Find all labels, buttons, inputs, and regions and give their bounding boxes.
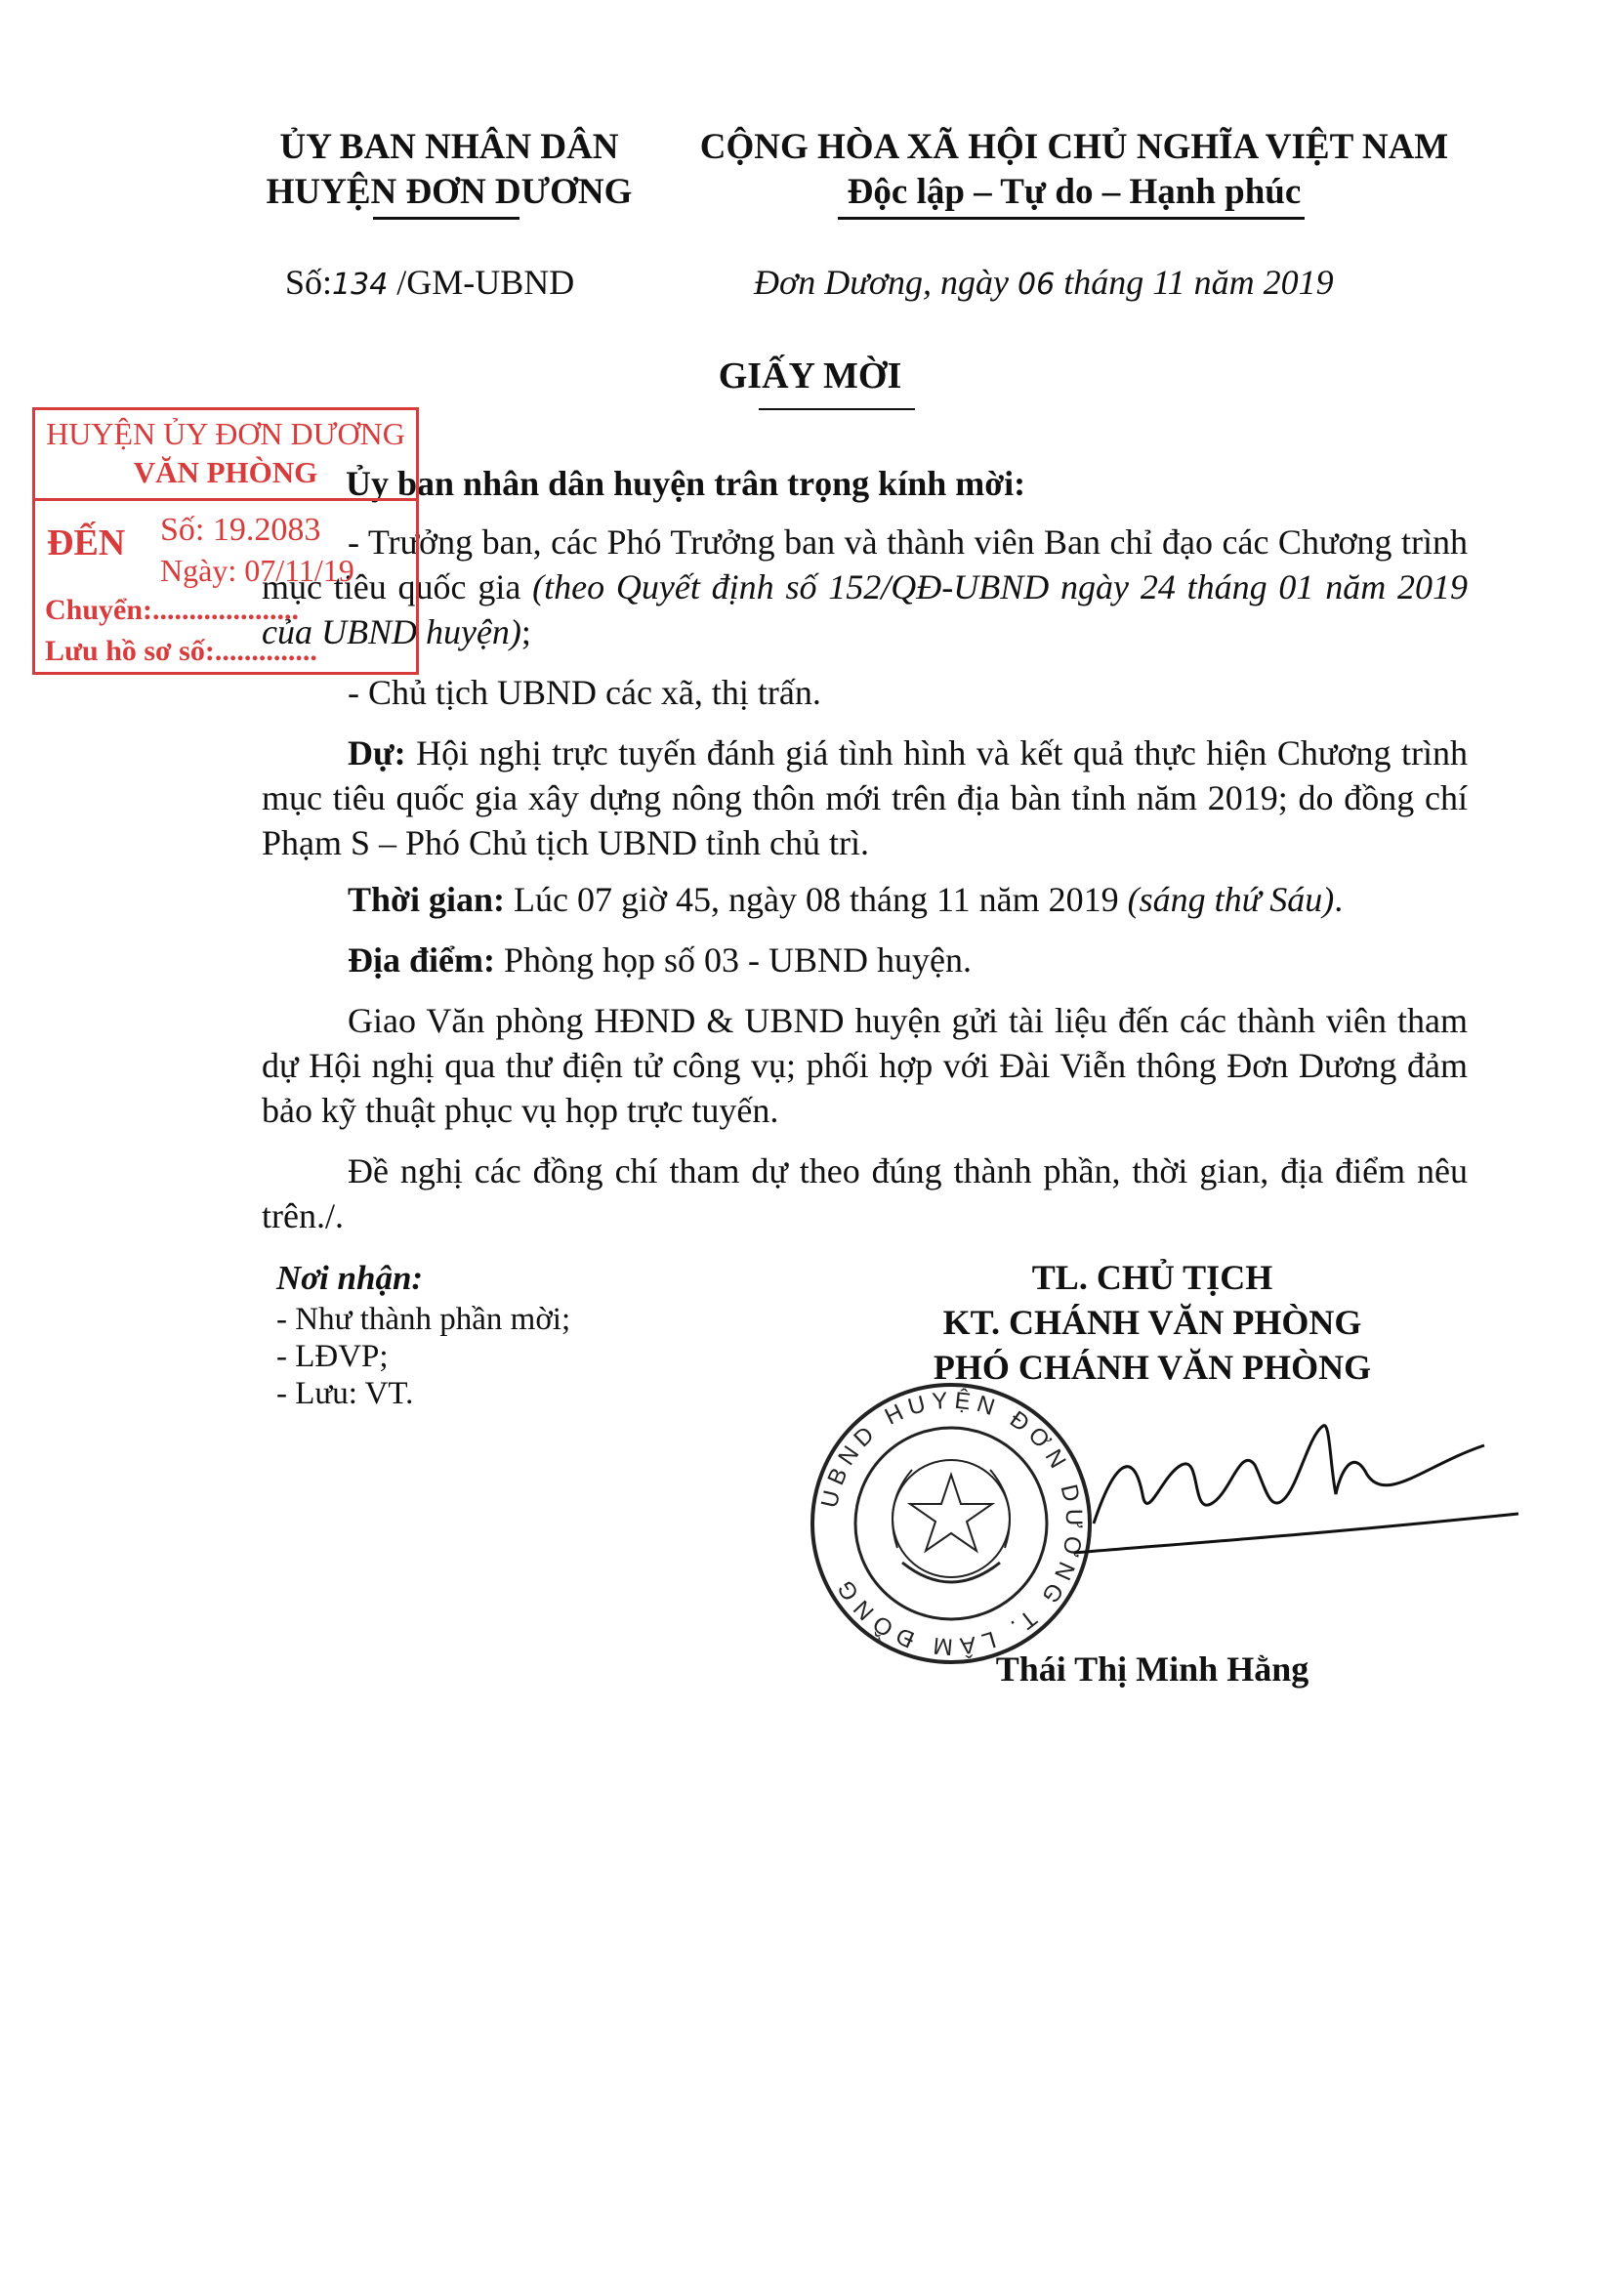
official-seal <box>805 1377 1098 1670</box>
invitee-1: - Trưởng ban, các Phó Trưởng ban và thành viên Ban chỉ đạo các Chương trình mục tiêu quốc gia (theo Quyết định số 152/QĐ-UBND ngày 24 tháng 01 năm 2019 của UBND huyện); <box>262 522 1469 651</box>
stamp-number: Số: 19.2083 <box>160 512 321 548</box>
signature-title-block <box>898 1255 1406 1390</box>
agency-header <box>244 125 654 215</box>
title-underline <box>759 408 915 410</box>
signer-name: Thái Thị Minh Hằng <box>995 1649 1309 1689</box>
agency-underline <box>373 217 519 220</box>
handwritten-day: 06 <box>1018 268 1056 302</box>
request-paragraph: Đề nghị các đồng chí tham dự theo đúng thành phần, thời gian, địa điểm nêu trên./. <box>262 1151 1468 1235</box>
document-title: GIẤY MỜI <box>718 355 902 397</box>
stamp-file: Lưu hồ sơ số:.............. <box>45 635 317 667</box>
invite-intro: Ủy ban nhân dân huyện trân trọng kính mời: <box>346 464 1026 503</box>
stamp-org: HUYỆN ỦY ĐƠN DƯƠNG <box>46 416 405 451</box>
attend-paragraph: Dự: Hội nghị trực tuyến đánh giá tình hình và kết quả thực hiện Chương trình mục tiêu quốc gia xây dựng nông thôn mới trên địa bàn tỉnh năm 2019; do đồng chí Phạm S – Phó Chủ tịch UBND tỉnh chủ trì. <box>262 733 1468 862</box>
recipients-block <box>276 1260 570 1412</box>
stamp-office: VĂN PHÒNG <box>133 455 318 489</box>
handwritten-number: 134 <box>332 268 389 302</box>
place-paragraph: Địa điểm: Phòng họp số 03 - UBND huyện. <box>348 940 972 980</box>
document-number: Số:134 /GM-UBND <box>285 263 575 302</box>
recipient-item: - LĐVP; <box>276 1339 389 1374</box>
stamp-date: Ngày: 07/11/19 <box>160 553 354 588</box>
handwritten-signature <box>1074 1406 1523 1582</box>
assign-paragraph: Giao Văn phòng HĐND & UBND huyện gửi tài liệu đến các thành viên tham dự Hội nghị qua thư điện tử công vụ; phối hợp với Đài Viễn thông Đơn Dương đảm bảo kỹ thuật phục vụ họp trực tuyến. <box>262 1001 1468 1130</box>
agency-line2: HUYỆN ĐƠN DƯƠNG <box>266 172 633 212</box>
signature-line3: PHÓ CHÁNH VĂN PHÒNG <box>933 1348 1372 1387</box>
signature-line1: TL. CHỦ TỊCH <box>1031 1258 1273 1297</box>
time-paragraph: Thời gian: Lúc 07 giờ 45, ngày 08 tháng 11 năm 2019 (sáng thứ Sáu). <box>348 880 1344 919</box>
agency-line1: ỦY BAN NHÂN DÂN <box>279 127 619 167</box>
country-line2: Độc lập – Tự do – Hạnh phúc <box>847 172 1302 212</box>
country-header <box>684 125 1465 215</box>
stamp-header <box>35 410 416 501</box>
place-date: Đơn Dương, ngày 06 tháng 11 năm 2019 <box>754 263 1334 302</box>
country-line1: CỘNG HÒA XÃ HỘI CHỦ NGHĨA VIỆT NAM <box>699 127 1449 167</box>
seal-text: UBND HUYỆN ĐƠN DƯƠNG T. LÂM ĐỒNG <box>815 1387 1088 1660</box>
stamp-den: ĐẾN <box>47 522 126 564</box>
incoming-stamp <box>32 407 419 675</box>
recipients-label: Nơi nhận: <box>276 1259 424 1297</box>
stamp-transfer: Chuyển:.................... <box>45 594 300 626</box>
signature-line2: KT. CHÁNH VĂN PHÒNG <box>942 1303 1362 1342</box>
invitee-2: - Chủ tịch UBND các xã, thị trấn. <box>348 673 821 712</box>
recipient-item: - Như thành phần mời; <box>276 1302 571 1337</box>
recipient-item: - Lưu: VT. <box>276 1376 414 1411</box>
motto-underline <box>838 217 1305 220</box>
